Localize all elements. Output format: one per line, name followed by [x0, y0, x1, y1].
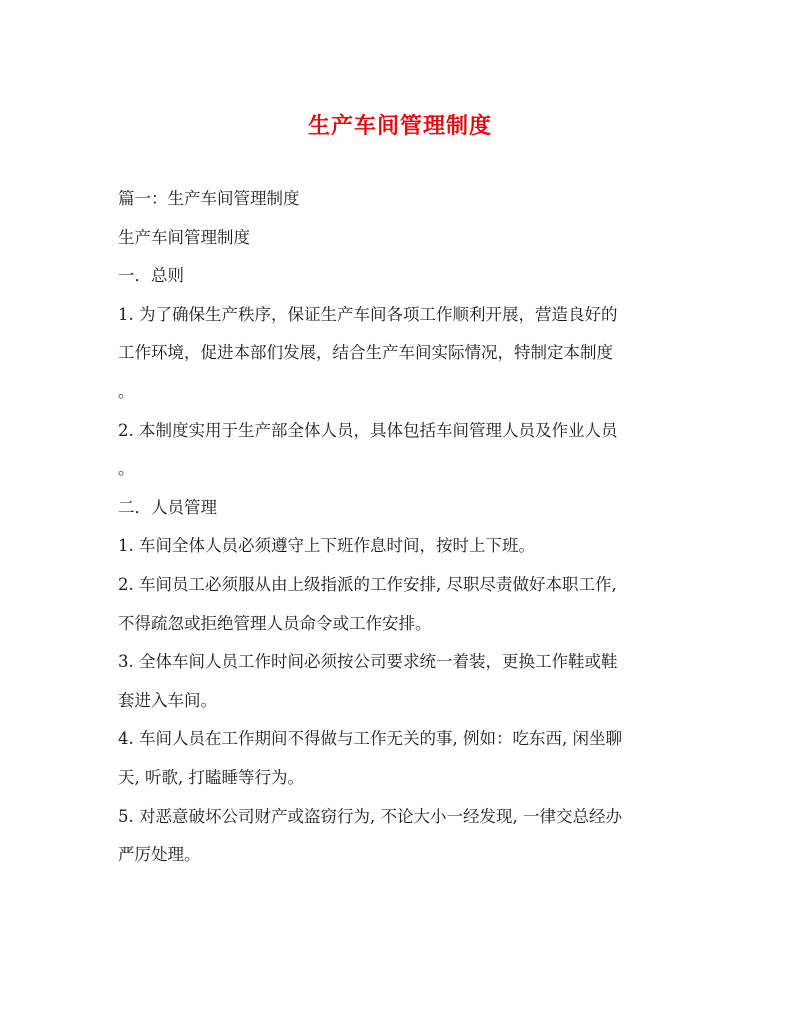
paragraph-line: 2. 本制度实用于生产部全体人员，具体包括车间管理人员及作业人员: [118, 420, 618, 440]
paragraph-line: 工作环境，促进本部们发展，结合生产车间实际情况，特制定本制度: [118, 343, 613, 363]
paragraph-line: 。: [118, 381, 135, 401]
paragraph-line: 。: [118, 459, 135, 479]
paragraph-line: 严厉处理。: [118, 845, 201, 865]
paragraph-line: 3. 全体车间人员工作时间必须按公司要求统一着装，更换工作鞋或鞋: [118, 652, 618, 672]
document-title: 生产车间管理制度: [307, 113, 492, 139]
paragraph-line: 1. 为了确保生产秩序，保证生产车间各项工作顺利开展，营造良好的: [118, 304, 618, 324]
chapter-heading-general: 一．总则: [118, 266, 184, 286]
subtitle-line: 生产车间管理制度: [118, 227, 250, 247]
paragraph-line: 套进入车间。: [118, 690, 217, 710]
paragraph-line: 天, 听歌, 打瞌睡等行为。: [118, 767, 304, 787]
paragraph-line: 不得疏忽或拒绝管理人员命令或工作安排。: [118, 613, 432, 633]
document-body: [118, 180, 678, 875]
paragraph-line: 5. 对恶意破坏公司财产或盗窃行为, 不论大小一经发现, 一律交总经办: [118, 806, 622, 826]
paragraph-line: 2. 车间员工必须服从由上级指派的工作安排, 尽职尽责做好本职工作,: [118, 574, 617, 594]
section-heading-part1: 篇一：生产车间管理制度: [118, 189, 300, 208]
paragraph-line: 1. 车间全体人员必须遵守上下班作息时间，按时上下班。: [118, 536, 535, 556]
paragraph-line: 4. 车间人员在工作期间不得做与工作无关的事, 例如：吃东西, 闲坐聊: [118, 729, 622, 749]
chapter-heading-personnel: 二．人员管理: [118, 497, 217, 517]
